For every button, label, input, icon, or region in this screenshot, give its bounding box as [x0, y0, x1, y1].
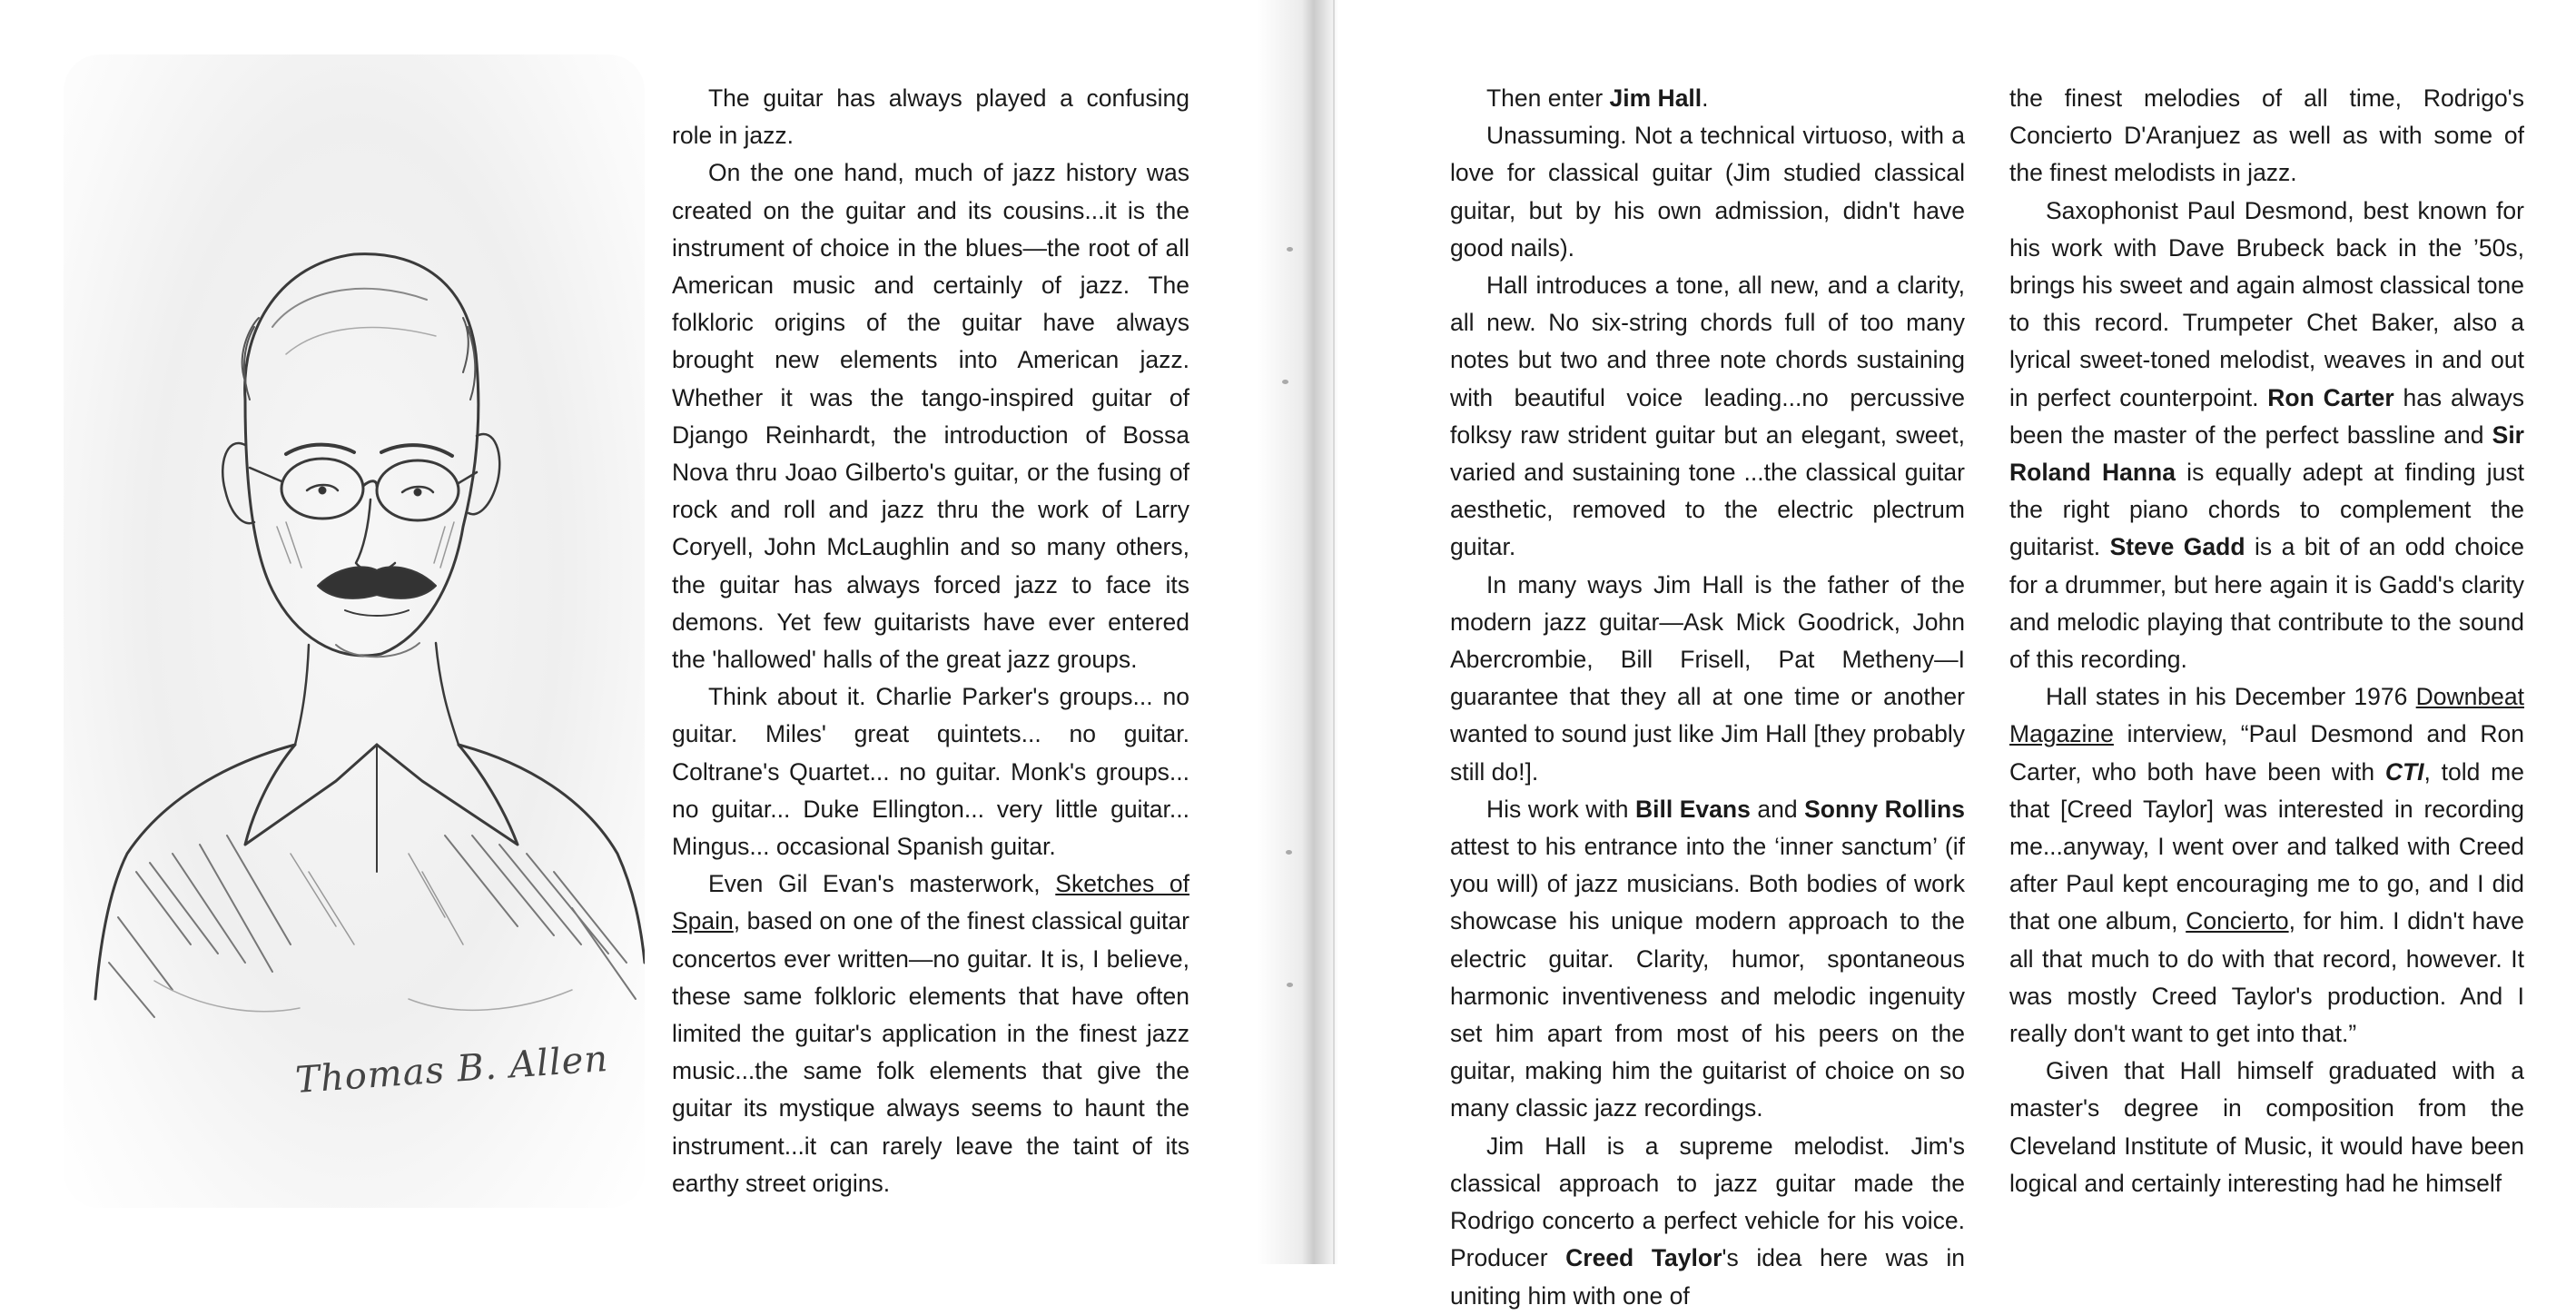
portrait-sketch: [64, 54, 645, 1208]
text-run: , for him. I didn't have all that much to do with that record, however. It was mostly Creed Taylor's production. And I really don't want to get into that.”: [2009, 907, 2525, 1048]
underlined-title: Sketches of Spain: [672, 870, 1189, 935]
text-run: is a bit of an odd choice for a drummer, but here again it is Gadd's clarity and melodic playing that contribute to the sound of this recording.: [2009, 533, 2525, 674]
paragraph-r3: [2009, 678, 2524, 1053]
bold-name: Jim Hall: [1609, 84, 1703, 112]
staple-mark: [1286, 850, 1292, 855]
fold-line: [1333, 0, 1335, 1264]
bold-name: Creed Taylor: [1565, 1244, 1722, 1272]
text-run: Hall introduces a tone, all new, and a clarity, all new. No six-string chords full of too many notes but two and three note chords sustaining with beautiful voice leading...no percussive folksy raw strident guitar but an elegant, sweet, varied and sustaining tone ...the classical guitar aesthetic, removed to the electric plectrum guitar.: [1450, 272, 1965, 561]
underlined-title: Downbeat Magazine: [2009, 683, 2524, 748]
text-run: interview, “Paul Desmond and Ron Carter, who both have been with: [2009, 720, 2524, 786]
staple-mark: [1282, 380, 1288, 384]
bold-name: Sir Roland Hanna: [2009, 420, 2524, 487]
text-run: Think about it. Charlie Parker's groups... no guitar. Miles' great quintets... no guitar. Coltrane's Quartet... no guitar. Monk's groups... no guitar... Duke Ellington... very little guitar... Mingus... occasional Spanish guitar.: [672, 683, 1189, 861]
paragraph-q3: [1450, 267, 1965, 567]
text-run: and: [1750, 795, 1805, 823]
bold-italic-label: CTI: [2384, 757, 2424, 786]
paragraph-p1: [672, 80, 1189, 154]
text-run: .: [1702, 84, 1709, 112]
text-run: Saxophonist Paul Desmond, best known for his work with Dave Brubeck back in the ’50s, brings his sweet and again almost classical tone to this record. Trumpeter Chet Baker, also a lyrical sweet-toned melodist, weaves in and out in perfect counterpoint.: [2009, 196, 2524, 411]
staple-mark: [1287, 247, 1293, 252]
bold-name: Sonny Rollins: [1804, 795, 1965, 823]
text-run: has always been the master of the perfect bassline and: [2009, 383, 2524, 449]
text-run: 's idea here was in uniting him with one of: [1450, 1244, 1965, 1310]
page-gutter: [1257, 0, 1338, 1264]
text-run: The guitar has always played a confusing role in jazz.: [672, 84, 1189, 150]
text-run: , told me that [Creed Taylor] was interested in recording me...anyway, I went over and talked with Creed after Paul kept encouraging me to go, and I did that one album,: [2009, 757, 2524, 935]
bold-name: Steve Gadd: [2109, 533, 2245, 561]
text-run: Unassuming. Not a technical virtuoso, with a love for classical guitar (Jim studied classical guitar, but by his own admission, didn't have good nails).: [1450, 122, 1965, 262]
underlined-title: Concierto: [2186, 907, 2289, 935]
paragraph-q6: [1450, 1128, 1965, 1315]
right-page-text-column-1: [1450, 80, 1965, 1315]
text-run: is equally adept at finding just the right piano chords to complement the guitarist.: [2009, 459, 2524, 561]
text-run: Hall states in his December 1976: [2046, 683, 2416, 711]
paragraph-p4: [672, 865, 1189, 1202]
text-run: Jim Hall is a supreme melodist. Jim's classical approach to jazz guitar made the Rodrigo concerto a perfect vehicle for his voice. Producer: [1450, 1132, 1965, 1272]
paragraph-r1: [2009, 80, 2524, 193]
text-run: , based on one of the finest classical guitar concertos ever written—no guitar. It is, I believe, these same folkloric elements that have often limited the guitar's application in the finest jazz music...the same folk elements that give the guitar its mystique always seems to haunt the instrument...it can rarely leave the taint of its earthy street origins.: [672, 907, 1189, 1197]
paragraph-r2: [2009, 193, 2524, 679]
paragraph-r4: [2009, 1053, 2524, 1202]
bold-name: Ron Carter: [2267, 383, 2394, 411]
text-run: Then enter: [1486, 84, 1610, 112]
text-run: Even Gil Evan's masterwork,: [708, 870, 1056, 898]
paragraph-q5: [1450, 791, 1965, 1128]
text-run: In many ways Jim Hall is the father of the modern jazz guitar—Ask Mick Goodrick, John Abercrombie, Bill Frisell, Pat Metheny—I guarantee that they all at one time or another wanted to sound just like Jim Hall [they probably still do!].: [1450, 570, 1965, 786]
paragraph-p2: [672, 154, 1189, 678]
left-page-text-column: [672, 80, 1189, 1202]
right-page-text-column-2: [2009, 80, 2524, 1202]
text-run: attest to his entrance into the ‘inner sanctum’ (if you will) of jazz musicians. Both bodies of work showcase his unique modern approach to the electric guitar. Clarity, humor, spontaneous harmonic inventiveness and melodic ingenuity set him apart from most of his peers on the guitar, making him the guitarist of choice on so many classic jazz recordings.: [1450, 833, 1965, 1122]
artist-signature: Thomas B. Allen: [293, 1038, 610, 1102]
paragraph-q1: [1450, 80, 1965, 117]
paragraph-q4: [1450, 567, 1965, 791]
text-run: the finest melodies of all time, Rodrigo's Concierto D'Aranjuez as well as with some of the finest melodists in jazz.: [2009, 84, 2524, 187]
bold-name: Bill Evans: [1634, 795, 1751, 823]
portrait-drawing: [64, 54, 645, 1208]
staple-mark: [1287, 983, 1293, 987]
text-run: His work with: [1486, 795, 1635, 823]
text-run: On the one hand, much of jazz history was created on the guitar and its cousins...it is the instrument of choice in the blues—the root of all American music and certainly of jazz. The folkloric origins of the guitar have always brought new elements into American jazz. Whether it was the tango-inspired guitar of Django Reinhardt, the introduction of Bossa Nova thru Joao Gilberto's guitar, or the fusing of rock and roll and jazz thru the work of Larry Coryell, John McLaughlin and so many others, the guitar has always forced jazz to face its demons. Yet few guitarists have ever entered the 'hallowed' halls of the great jazz groups.: [672, 159, 1189, 674]
text-run: Given that Hall himself graduated with a master's degree in composition from the Cleveland Institute of Music, it would have been logical and certainly interesting had he himself: [2009, 1057, 2524, 1197]
paragraph-p3: [672, 678, 1189, 865]
paragraph-q2: [1450, 117, 1965, 267]
